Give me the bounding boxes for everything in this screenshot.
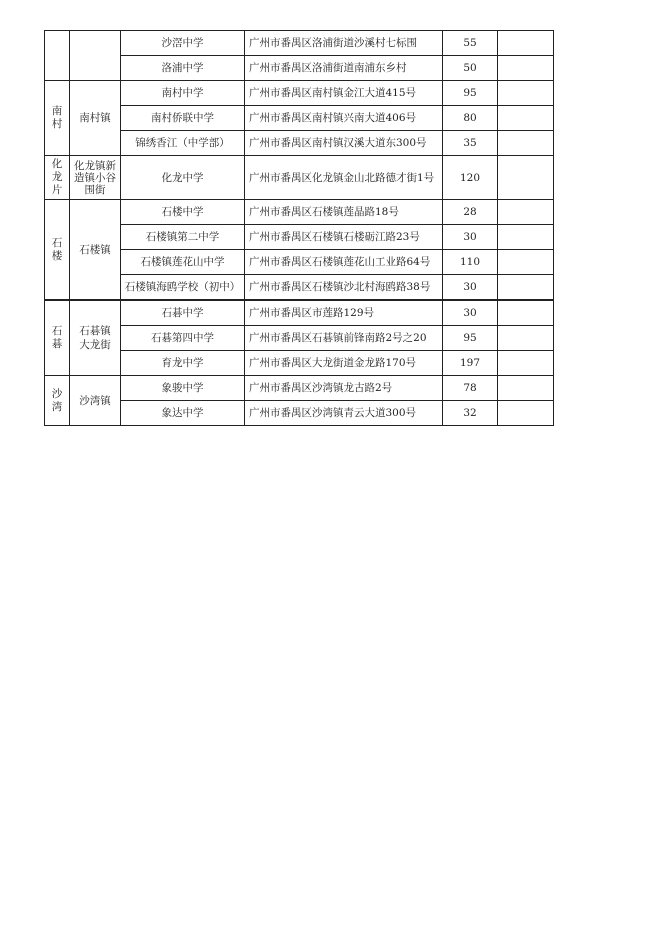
town-cell xyxy=(70,300,121,376)
extra-cell xyxy=(498,225,554,250)
town-cell xyxy=(70,31,121,81)
extra-cell xyxy=(498,31,554,56)
table-row xyxy=(45,31,554,56)
school-name-cell: 石楼中学 xyxy=(121,200,245,225)
school-address-cell: 广州市番禺区市莲路129号 xyxy=(245,300,443,326)
school-name-cell: 石碁中学 xyxy=(121,300,245,326)
school-address-cell: 广州市番禺区南村镇金江大道415号 xyxy=(245,81,443,106)
extra-cell xyxy=(498,275,554,301)
extra-cell xyxy=(498,300,554,326)
quota-cell: 110 xyxy=(443,250,498,275)
school-name-cell: 石楼镇莲花山中学 xyxy=(121,250,245,275)
town-label: 石碁镇大龙街 xyxy=(79,325,111,351)
area-cell xyxy=(45,31,70,81)
quota-cell: 197 xyxy=(443,351,498,376)
school-address-cell: 广州市番禺区南村镇汉溪大道东300号 xyxy=(245,131,443,156)
extra-cell xyxy=(498,81,554,106)
quota-cell: 30 xyxy=(443,300,498,326)
extra-cell xyxy=(498,131,554,156)
school-address-cell: 广州市番禺区石楼镇莲花山工业路64号 xyxy=(245,250,443,275)
table-row xyxy=(45,300,554,326)
quota-cell: 78 xyxy=(443,376,498,401)
school-address-cell: 广州市番禺区大龙街道金龙路170号 xyxy=(245,351,443,376)
town-label: 化龙镇新造镇小谷围街 xyxy=(74,159,116,196)
school-address-cell: 广州市番禺区洛浦街道沙溪村七标围 xyxy=(245,31,443,56)
school-address-cell: 广州市番禺区洛浦街道南浦东乡村 xyxy=(245,56,443,81)
school-name-cell: 南村侨联中学 xyxy=(121,106,245,131)
area-label: 石楼 xyxy=(51,236,63,262)
table-row xyxy=(45,250,554,275)
extra-cell xyxy=(498,106,554,131)
area-cell xyxy=(45,200,70,301)
school-address-cell: 广州市番禺区石楼镇莲晶路18号 xyxy=(245,200,443,225)
area-cell xyxy=(45,376,70,426)
school-name-cell: 石碁第四中学 xyxy=(121,326,245,351)
school-address-cell: 广州市番禺区化龙镇金山北路德才街1号 xyxy=(245,156,443,200)
extra-cell xyxy=(498,156,554,200)
school-address-cell: 广州市番禺区石楼镇沙北村海鸥路38号 xyxy=(245,275,443,301)
quota-cell: 35 xyxy=(443,131,498,156)
school-address-cell: 广州市番禺区沙湾镇青云大道300号 xyxy=(245,401,443,426)
school-name-cell: 南村中学 xyxy=(121,81,245,106)
town-cell: 沙湾镇 xyxy=(70,376,121,426)
table-row xyxy=(45,106,554,131)
table-row xyxy=(45,56,554,81)
school-name-cell: 锦绣香江（中学部） xyxy=(121,131,245,156)
school-name-cell xyxy=(121,275,245,301)
table-row xyxy=(45,131,554,156)
extra-cell xyxy=(498,200,554,225)
town-cell xyxy=(70,156,121,200)
table-row xyxy=(45,275,554,301)
town-cell: 南村镇 xyxy=(70,81,121,156)
table-row xyxy=(45,225,554,250)
quota-cell: 95 xyxy=(443,81,498,106)
town-cell: 石楼镇 xyxy=(70,200,121,301)
quota-cell: 120 xyxy=(443,156,498,200)
school-address-cell: 广州市番禺区沙湾镇龙古路2号 xyxy=(245,376,443,401)
extra-cell xyxy=(498,56,554,81)
school-name-cell: 石楼镇第二中学 xyxy=(121,225,245,250)
table-row xyxy=(45,376,554,401)
area-cell xyxy=(45,81,70,156)
extra-cell xyxy=(498,351,554,376)
area-label: 南村 xyxy=(51,105,63,130)
extra-cell xyxy=(498,326,554,351)
area-label: 石碁 xyxy=(51,325,63,350)
extra-cell xyxy=(498,376,554,401)
school-name-cell: 育龙中学 xyxy=(121,351,245,376)
area-label: 化龙片 xyxy=(51,158,63,196)
table-row xyxy=(45,401,554,426)
quota-cell: 55 xyxy=(443,31,498,56)
school-address-cell: 广州市番禺区南村镇兴南大道406号 xyxy=(245,106,443,131)
school-name-cell: 沙滘中学 xyxy=(121,31,245,56)
area-cell xyxy=(45,300,70,376)
quota-cell: 32 xyxy=(443,401,498,426)
area-cell xyxy=(45,156,70,200)
quota-cell: 80 xyxy=(443,106,498,131)
school-quota-table xyxy=(44,30,554,426)
quota-cell: 50 xyxy=(443,56,498,81)
table-row xyxy=(45,81,554,106)
school-name-cell: 象骏中学 xyxy=(121,376,245,401)
extra-cell xyxy=(498,401,554,426)
table-row xyxy=(45,326,554,351)
school-name-label: 石楼镇海鸥学校（初中） xyxy=(124,281,241,293)
table-row xyxy=(45,156,554,200)
school-name-cell: 象达中学 xyxy=(121,401,245,426)
area-label: 沙湾 xyxy=(51,387,63,413)
school-name-cell: 化龙中学 xyxy=(121,156,245,200)
school-address-cell: 广州市番禺区石碁镇前锋南路2号之20 xyxy=(245,326,443,351)
table-row xyxy=(45,351,554,376)
quota-cell: 28 xyxy=(443,200,498,225)
quota-cell: 30 xyxy=(443,225,498,250)
extra-cell xyxy=(498,250,554,275)
school-address-cell: 广州市番禺区石楼镇石楼砺江路23号 xyxy=(245,225,443,250)
quota-cell: 30 xyxy=(443,275,498,301)
table-row xyxy=(45,200,554,225)
school-name-cell: 洛浦中学 xyxy=(121,56,245,81)
quota-cell: 95 xyxy=(443,326,498,351)
